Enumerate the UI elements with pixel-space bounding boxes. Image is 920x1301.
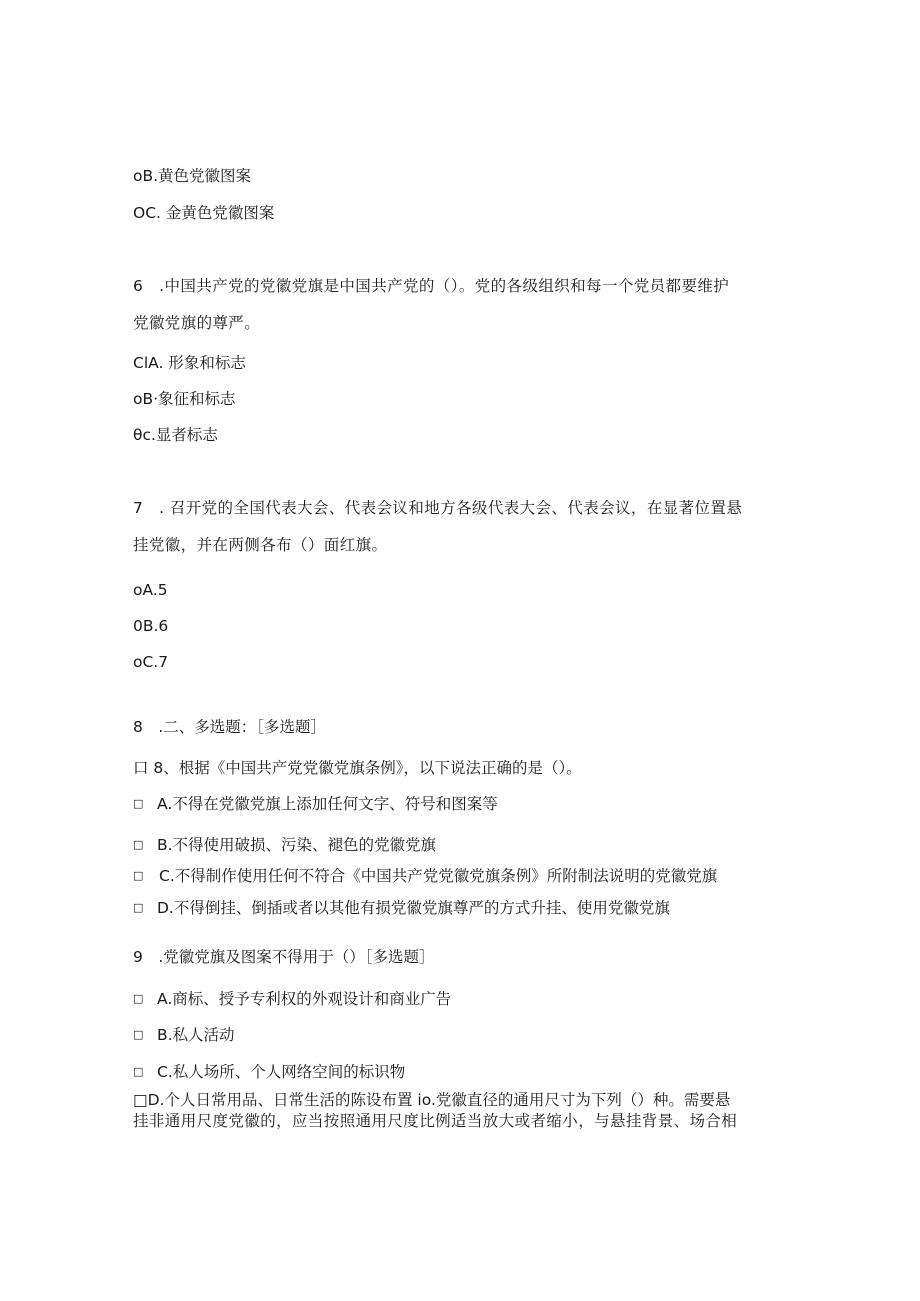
q9-option-a[interactable]: A.商标、授予专利权的外观设计和商业广告 [157, 990, 452, 1008]
q8-option-b[interactable]: B.不得使用破损、污染、褪色的党徽党旗 [157, 836, 437, 854]
q7-option-c[interactable]: oC.7 [133, 653, 169, 671]
q6-option-c[interactable]: θc.显者标志 [133, 426, 218, 444]
q7-stem-line2: 挂党徽，并在两侧各布（）面红旗。 [133, 536, 388, 554]
q7-option-a[interactable]: oA.5 [133, 581, 168, 599]
q10-stem-line2: 挂非通用尺度党徽的，应当按照通用尺度比例适当放大或者缩小，与悬挂背景、场合相 [133, 1112, 738, 1130]
q8-checkbox-a[interactable]: □ [133, 797, 144, 810]
q8-checkbox-d[interactable]: □ [133, 901, 144, 914]
q7-stem-line1: 7 . 召开党的全国代表大会、代表会议和地方各级代表大会、代表会议，在显著位置悬 [133, 499, 743, 517]
q9-option-d-and-q10-line1[interactable]: □D.个人日常用品、日常生活的陈设布置 io.党徽直径的通用尺寸为下列（）种。需要悬 [133, 1091, 731, 1109]
q9-checkbox-b[interactable]: □ [133, 1028, 144, 1041]
q8-option-c[interactable]: C.不得制作使用任何不符合《中国共产党党徽党旗条例》所附制法说明的党徽党旗 [159, 867, 718, 885]
q6-stem-line1: 6 .中国共产党的党徽党旗是中国共产党的（）。党的各级组织和每一个党员都要维护 [133, 277, 730, 295]
q8-option-d[interactable]: D.不得倒挂、倒插或者以其他有损党徽党旗尊严的方式升挂、使用党徽党旗 [157, 899, 670, 917]
q8-checkbox-b[interactable]: □ [133, 838, 144, 851]
q9-checkbox-a[interactable]: □ [133, 992, 144, 1005]
q9-option-c[interactable]: C.私人场所、个人网络空间的标识物 [157, 1063, 406, 1081]
q5-option-c[interactable]: OC. 金黄色党徽图案 [133, 204, 275, 222]
q9-option-b[interactable]: B.私人活动 [157, 1026, 235, 1044]
q5-option-b[interactable]: oB.黄色党徽图案 [133, 167, 252, 185]
q6-stem-line2: 党徽党旗的尊严。 [133, 314, 261, 332]
section-heading: 8 .二、多选题：［多选题］ [133, 718, 327, 736]
q6-option-a[interactable]: ClA. 形象和标志 [133, 354, 246, 372]
q7-option-b[interactable]: 0B.6 [133, 617, 169, 635]
q8-stem: 口 8、根据《中国共产党党徽党旗条例》，以下说法正确的是（）。 [133, 759, 582, 777]
q6-option-b[interactable]: oB·象征和标志 [133, 390, 236, 408]
q8-option-a[interactable]: A.不得在党徽党旗上添加任何文字、符号和图案等 [157, 795, 498, 813]
q9-stem: 9 .党徽党旗及图案不得用于（）［多选题］ [133, 948, 435, 966]
q8-checkbox-c[interactable]: □ [133, 869, 144, 882]
q9-checkbox-c[interactable]: □ [133, 1065, 144, 1078]
